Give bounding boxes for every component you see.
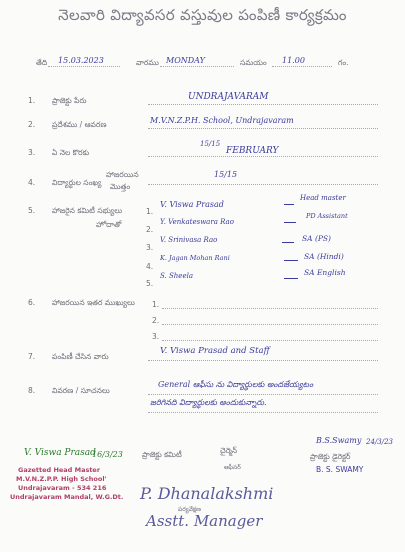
place-value: M.V.N.Z.P.H. School, Undrajavaram — [150, 116, 294, 125]
row-number: 5. — [28, 206, 36, 215]
member-role: SA (Hindi) — [304, 252, 344, 261]
row-number: 7. — [28, 352, 36, 361]
director-signature: B.S.Swamy — [316, 436, 362, 445]
chair-sublabel: ఆఫీసర్ — [224, 464, 241, 471]
member-role: Head master — [300, 194, 346, 202]
row-number: 2. — [28, 120, 36, 129]
row-label: ప్రాజెక్టు పేరు — [52, 96, 87, 105]
hm-date: 16/3/23 — [92, 450, 123, 459]
date-label: తేది — [36, 58, 48, 67]
member-number: 5. — [146, 279, 154, 288]
other-item-number: 2. — [152, 316, 160, 325]
day-value: MONDAY — [166, 56, 205, 65]
row-sublabel: మొత్తం — [110, 182, 131, 191]
hm-signature: V. Viswa Prasad — [24, 448, 96, 458]
row-number: 3. — [28, 148, 36, 157]
row-label: వివరణ / సూచనలు — [52, 386, 110, 395]
time-suffix: గం. — [338, 58, 349, 67]
other-item-number: 3. — [152, 332, 160, 341]
stamp-line-4: Undrajavaram Mandal, W.G.Dt. — [10, 493, 124, 501]
distributor-value: V. Viswa Prasad and Staff — [160, 346, 270, 356]
member-role: PD Assistant — [306, 212, 348, 220]
project-name-value: UNDRAJAVARAM — [188, 92, 269, 102]
stamp-line-1: Gazetted Head Master — [18, 466, 101, 474]
month-fraction: 15/15 — [200, 140, 221, 148]
row-label: హాజరయిన ఇతర ముఖ్యులు — [52, 298, 135, 307]
row-number: 8. — [28, 386, 36, 395]
date-value: 15.03.2023 — [58, 56, 104, 65]
row-label: ప్రదేశము / ఆవరణ — [52, 120, 107, 129]
row-sublabel: హోదాతో — [96, 220, 122, 229]
row-number: 6. — [28, 298, 36, 307]
member-number: 3. — [146, 243, 154, 252]
day-label: వారము — [136, 58, 159, 67]
row-sublabel: హాజరయిన — [106, 170, 139, 179]
committee-label: ప్రాజెక్టు కమిటీ — [142, 450, 182, 459]
form-title: నెలవారి విద్యావసర వస్తువుల పంపిణీ కార్యక్రమం — [58, 6, 347, 24]
other-item-number: 1. — [152, 300, 160, 309]
member-name: K. Jagan Mohan Rani — [160, 254, 230, 262]
chair-label: చైర్మెన్ — [220, 446, 238, 455]
stamp-line-3: Undrajavaram - 534 216 — [18, 484, 107, 492]
row-label: విద్యార్థుల సంఖ్య — [52, 178, 102, 187]
officer-sublabel: పర్యవేక్షణ — [178, 506, 201, 513]
officer-title: Asstt. Manager — [146, 512, 263, 530]
row-number: 4. — [28, 178, 36, 187]
member-role: SA English — [304, 268, 346, 277]
row-label: ఏ నెల కొరకు — [52, 148, 90, 157]
row-label: హాజరైన కమిటీ సభ్యులు — [52, 206, 123, 215]
member-number: 2. — [146, 225, 154, 234]
member-role: SA (PS) — [302, 234, 331, 243]
student-count-value: 15/15 — [214, 170, 238, 179]
month-value: FEBRUARY — [226, 146, 279, 156]
director-label: ప్రాజెక్టు డైరెక్టర్ — [310, 452, 351, 461]
officer-signature: P. Dhanalakshmi — [140, 484, 274, 503]
remarks-line-2: జరిగినది విద్యార్థులకు అందుకున్నారు. — [150, 398, 267, 407]
remarks-line-1: General ఆఫీసు ను విద్యార్థులకు అందజేయ్యటం — [158, 380, 314, 389]
member-name: S. Sheela — [160, 272, 193, 280]
time-value: 11.00 — [282, 56, 305, 65]
member-number: 1. — [146, 207, 154, 216]
member-name: Y. Venkateswara Rao — [160, 218, 234, 226]
director-date: 24/3/23 — [366, 438, 393, 446]
director-name: B. S. SWAMY — [316, 465, 364, 474]
row-number: 1. — [28, 96, 36, 105]
member-name: V. Viswa Prasad — [160, 200, 224, 209]
member-number: 4. — [146, 262, 154, 271]
member-name: V. Srinivasa Rao — [160, 236, 218, 244]
row-label: పంపిణీ చేసిన వారు — [52, 352, 109, 361]
time-label: సమయం — [240, 58, 267, 67]
stamp-line-2: M.V.N.Z.P.P. High School' — [16, 475, 107, 483]
